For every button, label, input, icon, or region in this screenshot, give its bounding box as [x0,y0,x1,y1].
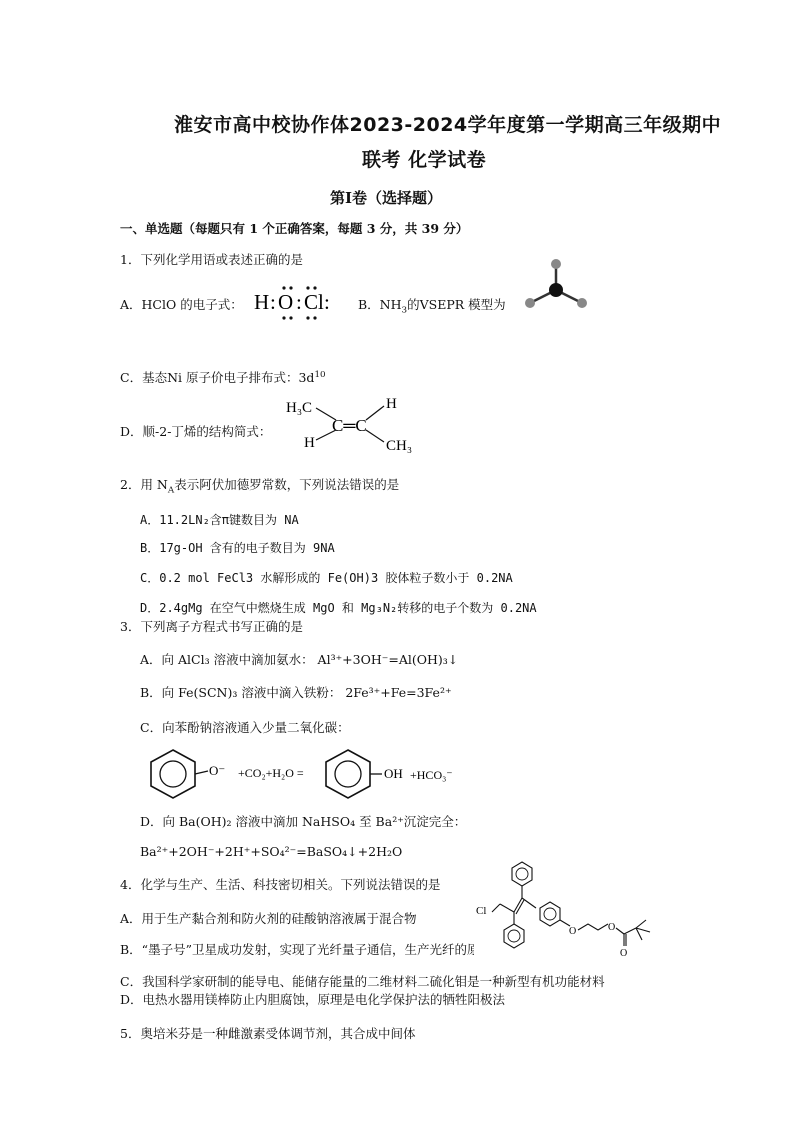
q2-option-b: B．17g-OH 含有的电子数目为 9NA [140,541,335,555]
q4-stem: 4．化学与生产、生活、科技密切相关。下列说法错误的是 [120,877,441,892]
ospemifene-intermediate-structure [474,856,668,968]
section-heading: 一、单选题（每题只有 1 个正确答案，每题 3 分，共 39 分） [120,221,469,236]
c-double-c: C═C [332,416,367,435]
q1-b-sub: 3 [401,305,408,316]
h-left: H [304,435,315,451]
q1-option-a-label: A．HClO 的电子式： [120,297,243,312]
svg-text::: : [270,290,276,314]
exam-title-line2: 联考 化学试卷 [362,149,487,171]
phenoxide-o: O⁻ [209,763,226,778]
ether-oxygen: O [569,926,577,937]
q1-stem: 1．下列化学用语或表述正确的是 [120,252,303,267]
q1-b-prefix: B．NH [358,297,402,312]
q2-option-a: A．11.2LN₂含π键数目为 NA [140,513,299,527]
q1-c-prefix: C．基态Ni 原子价电子排布式：3d [120,370,315,385]
part-heading: 第Ⅰ卷（选择题） [330,189,443,207]
q1-c-sup: 10 [314,369,326,380]
ch3-right: CH₃ [386,438,413,454]
q2-stem-sub: A [167,485,175,496]
q4-option-b: B．“墨子号”卫星成功发射，实现了光纤量子通信，生产光纤的原料为晶体硅 [120,942,542,957]
q3-option-c: C．向苯酚钠溶液通入少量二氧化碳： [140,720,350,735]
eq-middle: +CO₂+H₂O = [238,766,304,780]
ch3-left: H₃C [286,400,313,416]
q2-stem-end: 表示阿伏加德罗常数，下列说法错误的是 [174,477,400,492]
svg-text::: : [324,290,330,314]
q3-option-d: D．向 Ba(OH)₂ 溶液中滴加 NaHSO₄ 至 Ba²⁺沉淀完全： [140,814,467,829]
h-right: H [386,396,397,412]
q4-option-d: D．电热水器用镁棒防止内胆腐蚀，原理是电化学保护法的牺牲阳极法 [120,992,506,1007]
chlorine-label: Cl [476,905,487,917]
q4-option-a: A．用于生产黏合剂和防火剂的硅酸钠溶液属于混合物 [120,911,417,926]
svg-text::: : [296,290,302,314]
q2-option-d: D．2.4gMg 在空气中燃烧生成 MgO 和 Mg₃N₂转移的电子个数为 0.2NA [140,601,537,615]
ester-oxygen: O [608,922,616,933]
carbonyl-oxygen: O [620,948,628,959]
q5-stem: 5．奥培米芬是一种雌激素受体调节剂，其合成中间体 [120,1026,416,1041]
q3-option-b: B．向 Fe(SCN)₃ 溶液中滴入铁粉： 2Fe³⁺+Fe=3Fe²⁺ [140,685,452,700]
svg-text:O: O [278,290,294,314]
hclo-letters: H [254,290,270,314]
q2-stem-start: 2．用 N [120,477,168,492]
q3-option-d-equation: Ba²⁺+2OH⁻+2H⁺+SO₄²⁻=BaSO₄↓+2H₂O [140,844,403,859]
q1-option-d-label: D．顺-2-丁烯的结构简式： [120,424,272,439]
q3-stem: 3．下列离子方程式书写正确的是 [120,619,303,634]
eq-end: +HCO₃⁻ [410,768,453,782]
phenol-oh: OH [384,766,403,781]
q2-option-c: C．0.2 mol FeCl3 水解形成的 Fe(OH)3 胶体粒子数小于 0.2NA [140,571,513,585]
q3-option-a: A．向 AlCl₃ 溶液中滴加氨水： Al³⁺+3OH⁻=Al(OH)₃↓ [140,652,459,667]
q4-option-c: C．我国科学家研制的能导电、能储存能量的二维材料二硫化钼是一种新型有机功能材料 [120,974,605,989]
q1-b-suffix: 的VSEPR 模型为 [407,297,506,312]
svg-text:Cl: Cl [304,290,324,314]
exam-title-line1: 淮安市高中校协作体2023-2024学年度第一学期高三年级期中 [174,114,722,136]
